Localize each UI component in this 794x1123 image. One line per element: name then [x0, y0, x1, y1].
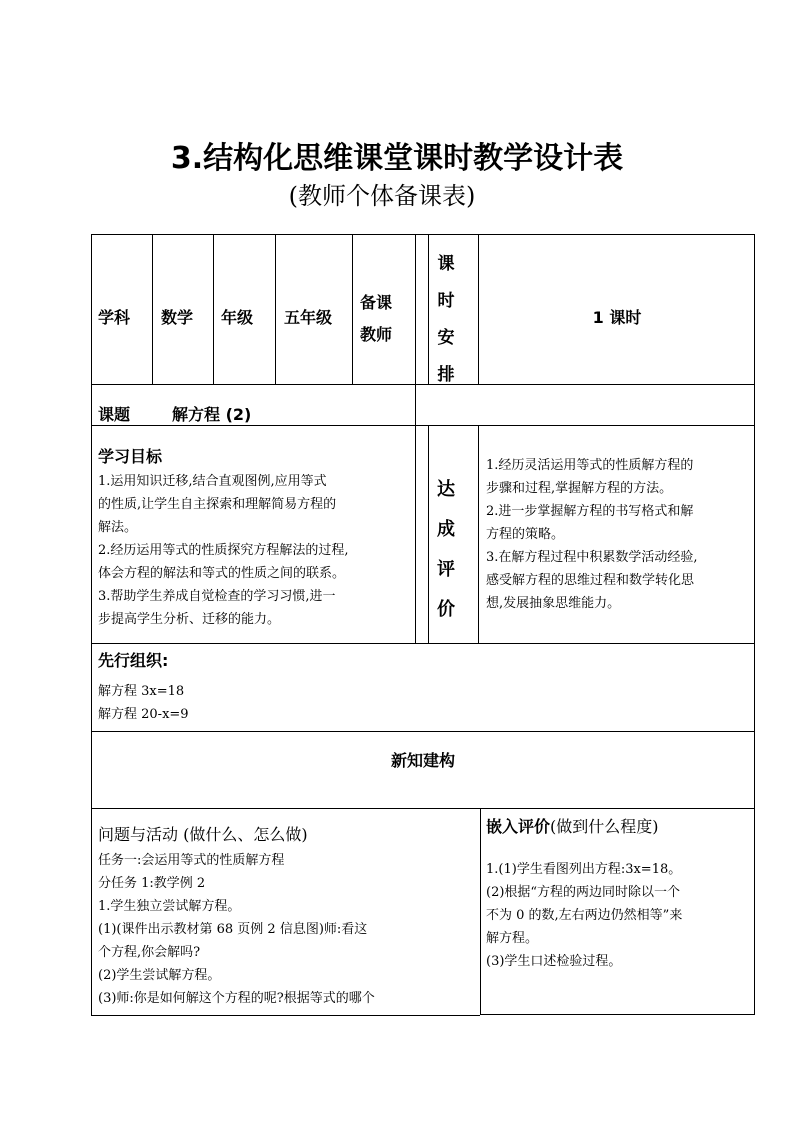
table-rule [152, 234, 153, 384]
embedded-eval-line: (3)学生口述检验过程。 [486, 954, 622, 969]
table-rule [428, 425, 429, 643]
activities-line: 分任务 1:教学例 2 [98, 876, 206, 891]
embedded-evaluation [486, 814, 752, 973]
objectives-line: 解法。 [98, 520, 138, 535]
table-rule [480, 1014, 755, 1015]
teacher-label-line: 备课 [360, 293, 393, 312]
evaluation-content [486, 454, 752, 615]
activities-line: 个方程,你会解吗? [98, 945, 201, 960]
table-rule [91, 1015, 480, 1016]
activities-line: (1)(课件出示教材第 68 页例 2 信息图)师:看这 [98, 922, 368, 937]
subject-value: 数学 [161, 308, 194, 327]
table-rule [415, 234, 416, 643]
table-rule [91, 731, 755, 732]
evaluation-line: 3.在解方程过程中积累数学活动经验, [486, 550, 698, 565]
evaluation-line: 方程的策略。 [486, 527, 565, 542]
objectives-line: 3.帮助学生养成自觉检查的学习习惯,进一 [98, 589, 336, 604]
evaluation-char: 价 [437, 599, 455, 620]
activities-line: (2)学生尝试解方程。 [98, 968, 221, 983]
table-rule [91, 808, 755, 809]
embedded-eval-line: 解方程。 [486, 931, 539, 946]
objectives-line: 体会方程的解法和等式的性质之间的联系。 [98, 566, 346, 581]
evaluation-line: 1.经历灵活运用等式的性质解方程的 [486, 458, 694, 473]
table-rule [275, 234, 276, 384]
schedule-char: 排 [437, 365, 455, 385]
schedule-label [430, 246, 462, 394]
schedule-char: 时 [437, 291, 455, 311]
learning-objectives [98, 446, 414, 631]
activities-line: 任务一:会运用等式的性质解方程 [98, 853, 285, 868]
embedded-eval-heading [486, 814, 752, 840]
evaluation-line: 2.进一步掌握解方程的书写格式和解 [486, 504, 694, 519]
table-rule [213, 234, 214, 384]
objectives-heading: 学习目标 [98, 447, 163, 466]
evaluation-char: 评 [437, 559, 455, 580]
activities [98, 822, 476, 1010]
table-rule [480, 808, 481, 1015]
table-rule [478, 425, 479, 643]
embedded-eval-line: 1.(1)学生看图列出方程:3x=18。 [486, 862, 682, 877]
subject-label: 学科 [98, 308, 131, 327]
activities-line: 1.学生独立尝试解方程。 [98, 899, 241, 914]
table-rule [754, 234, 755, 1015]
preorganization-line: 解方程 20-x=9 [98, 707, 189, 722]
table-rule [352, 234, 353, 384]
topic-value: 解方程 (2) [172, 405, 252, 424]
embedded-eval-heading-rest: (做到什么程度) [550, 817, 659, 836]
objectives-line: 的性质,让学生自主探索和理解简易方程的 [98, 497, 337, 512]
table-rule [91, 384, 755, 385]
evaluation-line: 步骤和过程,掌握解方程的方法。 [486, 481, 673, 496]
document-title: 3.结构化思维课堂课时教学设计表 [170, 141, 624, 176]
objectives-line: 1.运用知识迁移,结合直观图例,应用等式 [98, 474, 327, 489]
table-rule [91, 234, 755, 235]
evaluation-char: 达 [437, 479, 455, 500]
table-rule [91, 643, 755, 644]
objectives-line: 2.经历运用等式的性质探究方程解法的过程, [98, 543, 349, 558]
embedded-eval-line: (2)根据“方程的两边同时除以一个 [486, 885, 681, 900]
schedule-char: 课 [437, 254, 455, 274]
lesson-count: 1 课时 [592, 308, 642, 327]
activities-line: (3)师:你是如何解这个方程的呢?根据等式的哪个 [98, 991, 375, 1006]
new-knowledge-heading: 新知建构 [390, 751, 455, 770]
preorganization-heading: 先行组织: [98, 651, 169, 670]
grade-value: 五年级 [284, 308, 333, 327]
preorganization-line: 解方程 3x=18 [98, 684, 185, 699]
evaluation-line: 感受解方程的思维过程和数学转化思 [486, 573, 695, 588]
evaluation-char: 成 [437, 519, 455, 540]
evaluation-line: 想,发展抽象思维能力。 [486, 596, 621, 611]
topic-label: 课题 [98, 405, 131, 424]
embedded-eval-line: 不为 0 的数,左右两边仍然相等”来 [486, 908, 683, 923]
grade-label: 年级 [221, 308, 254, 327]
table-rule [478, 234, 479, 384]
table-rule [91, 234, 92, 1015]
embedded-eval-heading-bold: 嵌入评价 [486, 817, 551, 836]
evaluation-label [430, 470, 462, 630]
objectives-line: 步提高学生分析、迁移的能力。 [98, 612, 281, 627]
activities-heading: 问题与活动 (做什么、怎么做) [98, 825, 308, 844]
table-rule [91, 425, 755, 426]
preorganization [98, 650, 748, 726]
teacher-label-line: 教师 [360, 325, 393, 344]
table-rule [428, 234, 429, 384]
schedule-char: 安 [437, 328, 455, 348]
document-subtitle: (教师个体备课表) [288, 182, 476, 210]
teacher-label [360, 287, 392, 351]
